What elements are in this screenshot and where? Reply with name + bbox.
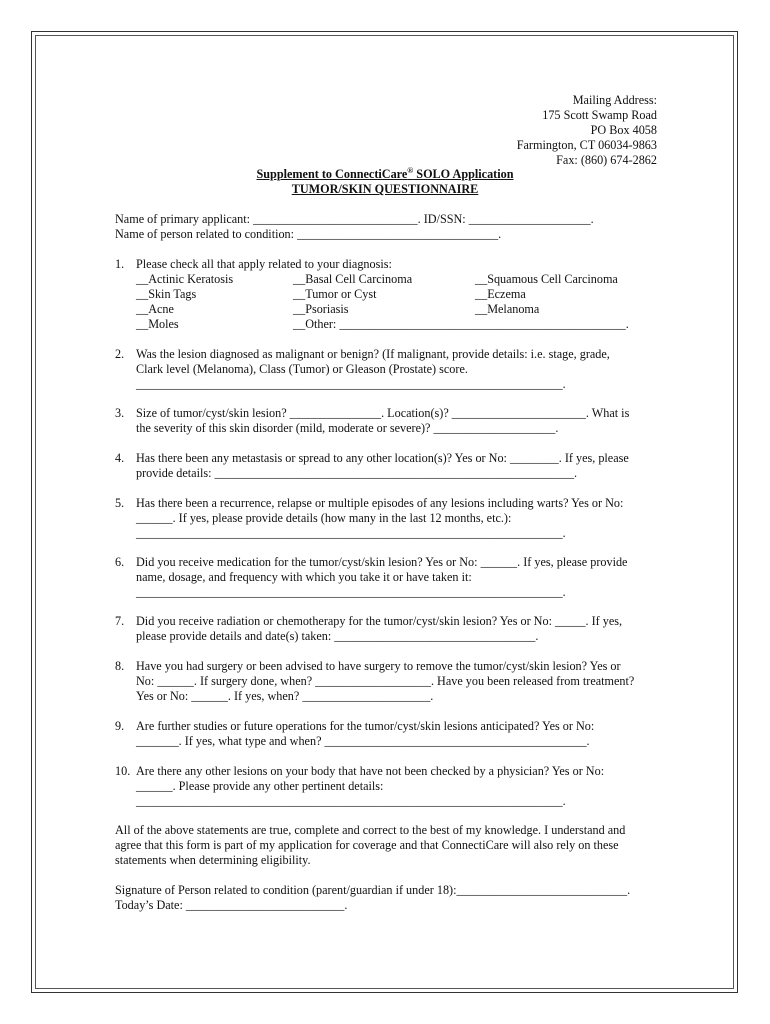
- related-person-line: Name of person related to condition: _________________________________.: [115, 227, 502, 241]
- q6-answer-line: ______________________________________________________________________.: [136, 585, 566, 599]
- q6-line-2: name, dosage, and frequency with which you take it or have taken it:: [136, 570, 472, 584]
- q3-line-2: the severity of this skin disorder (mild, moderate or severe)? ____________________.: [136, 421, 559, 435]
- mailing-address-city: Farmington, CT 06034-9863: [516, 138, 657, 152]
- q5-line-1: Has there been a recurrence, relapse or multiple episodes of any lesions including warts? Yes or No:: [136, 496, 624, 510]
- title-prefix: Supplement to ConnectiCare: [256, 167, 408, 181]
- option-actinic-keratosis: __Actinic Keratosis: [136, 272, 234, 286]
- q2-line-1: Was the lesion diagnosed as malignant or benign? (If malignant, provide details: i.e. stage, grade,: [136, 347, 610, 361]
- document-title: [0, 167, 770, 197]
- q5-line-2: ______. If yes, please provide details (how many in the last 12 months, etc.):: [136, 511, 512, 525]
- q8-line-2: No: ______. If surgery done, when? ___________________. Have you been released from treatment?: [136, 674, 635, 688]
- q3-line-1: Size of tumor/cyst/skin lesion? _______________. Location(s)? ______________________. What is: [136, 406, 630, 420]
- option-moles: __Moles: [136, 317, 179, 331]
- q8-line-1: Have you had surgery or been advised to have surgery to remove the tumor/cyst/skin lesion? Yes or: [136, 659, 621, 673]
- q10-answer-line: ______________________________________________________________________.: [136, 794, 566, 808]
- option-tumor-or-cyst: __Tumor or Cyst: [293, 287, 377, 301]
- primary-applicant-line: Name of primary applicant: ___________________________. ID/SSN: ____________________.: [115, 212, 594, 226]
- q9-line-2: _______. If yes, what type and when? ___________________________________________.: [136, 734, 590, 748]
- mailing-address-street: 175 Scott Swamp Road: [542, 108, 657, 122]
- q4-line-1: Has there been any metastasis or spread to any other location(s)? Yes or No: ________. If yes, please: [136, 451, 629, 465]
- q10-number: 10.: [115, 764, 131, 778]
- q2-number: 2.: [115, 347, 125, 361]
- attestation-line-2: agree that this form is part of my application for coverage and that ConnectiCare will also rely on these: [115, 838, 619, 852]
- q7-line-2: please provide details and date(s) taken: _________________________________.: [136, 629, 539, 643]
- q7-number: 7.: [115, 614, 125, 628]
- mailing-address-label: Mailing Address:: [572, 93, 657, 107]
- option-basal-cell-carcinoma: __Basal Cell Carcinoma: [293, 272, 413, 286]
- q1-text: Please check all that apply related to your diagnosis:: [136, 257, 392, 271]
- q10-line-2: ______. Please provide any other pertinent details:: [136, 779, 384, 793]
- mailing-address-fax: Fax: (860) 674-2862: [556, 153, 657, 167]
- q6-line-1: Did you receive medication for the tumor/cyst/skin lesion? Yes or No: ______. If yes, please provide: [136, 555, 628, 569]
- q7-line-1: Did you receive radiation or chemotherapy for the tumor/cyst/skin lesion? Yes or No: _____. If yes,: [136, 614, 623, 628]
- q4-line-2: provide details: ___________________________________________________________.: [136, 466, 578, 480]
- title-line-1: [0, 167, 770, 182]
- option-acne: __Acne: [136, 302, 174, 316]
- attestation-line-3: statements when determining eligibility.: [115, 853, 311, 867]
- registered-mark: ®: [407, 165, 414, 175]
- q5-number: 5.: [115, 496, 125, 510]
- q8-line-3: Yes or No: ______. If yes, when? _____________________.: [136, 689, 434, 703]
- option-melanoma: __Melanoma: [475, 302, 540, 316]
- option-other: __Other: _______________________________________________.: [293, 317, 629, 331]
- title-line-2: TUMOR/SKIN QUESTIONNAIRE: [291, 182, 479, 196]
- q3-number: 3.: [115, 406, 125, 420]
- q9-number: 9.: [115, 719, 125, 733]
- option-psoriasis: __Psoriasis: [293, 302, 349, 316]
- todays-date-line: Today’s Date: __________________________.: [115, 898, 348, 912]
- q1-number: 1.: [115, 257, 125, 271]
- option-squamous-cell-carcinoma: __Squamous Cell Carcinoma: [475, 272, 618, 286]
- q9-line-1: Are further studies or future operations for the tumor/cyst/skin lesions anticipated? Yes or No:: [136, 719, 595, 733]
- q6-number: 6.: [115, 555, 125, 569]
- q5-answer-line: ______________________________________________________________________.: [136, 526, 566, 540]
- option-skin-tags: __Skin Tags: [136, 287, 197, 301]
- q8-number: 8.: [115, 659, 125, 673]
- q4-number: 4.: [115, 451, 125, 465]
- title-suffix: SOLO Application: [413, 167, 514, 181]
- q2-line-2: Clark level (Melanoma), Class (Tumor) or Gleason (Prostate) score.: [136, 362, 468, 376]
- q10-line-1: Are there any other lesions on your body that have not been checked by a physician? Yes or No:: [136, 764, 605, 778]
- q2-answer-line: ______________________________________________________________________.: [136, 377, 566, 391]
- mailing-address: [517, 93, 657, 168]
- mailing-address-po-box: PO Box 4058: [590, 123, 657, 137]
- signature-line: Signature of Person related to condition (parent/guardian if under 18):____________________________.: [115, 883, 631, 897]
- attestation-line-1: All of the above statements are true, complete and correct to the best of my knowledge. I understand and: [115, 823, 626, 837]
- option-eczema: __Eczema: [475, 287, 526, 301]
